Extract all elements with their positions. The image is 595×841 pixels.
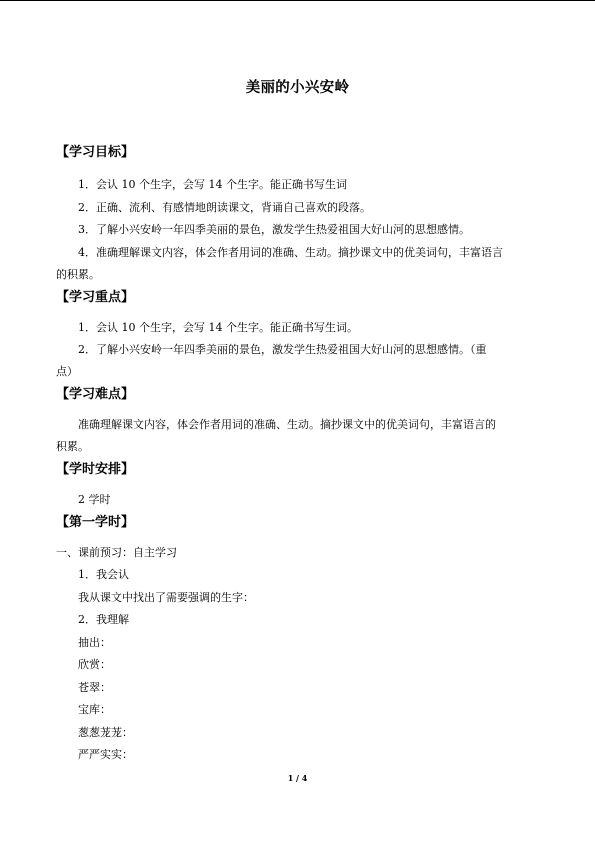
vocab-item-congcong-longlong: 葱葱茏茏： xyxy=(78,726,133,739)
goal-item-4: 4．准确理解课文内容，体会作者用词的准确、生动。摘抄课文中的优美词句，丰富语言 xyxy=(78,246,503,259)
section-heading-goals: 【学习目标】 xyxy=(56,145,135,160)
first-lesson-item-recognize: 1．我会认 xyxy=(78,568,129,581)
vocab-item-cangcui: 苍翠： xyxy=(78,681,111,694)
difficulty-item-1-continued: 积累。 xyxy=(56,440,89,453)
section-heading-first-lesson: 【第一学时】 xyxy=(56,515,135,530)
schedule-item-1: 2 学时 xyxy=(78,493,111,506)
section-heading-schedule: 【学时安排】 xyxy=(56,462,135,477)
goal-item-1: 1．会认 10 个生字，会写 14 个生字。能正确书写生词 xyxy=(78,178,347,191)
section-heading-difficulties: 【学习难点】 xyxy=(56,387,135,402)
difficulty-item-1: 准确理解课文内容，体会作者用词的准确、生动。摘抄课文中的优美词句，丰富语言的 xyxy=(78,418,496,431)
page-number: 1 / 4 xyxy=(287,773,308,783)
section-heading-key-points: 【学习重点】 xyxy=(56,290,135,305)
goal-item-3: 3．了解小兴安岭一年四季美丽的景色，激发学生热爱祖国大好山河的思想感情。 xyxy=(78,223,470,236)
key-point-item-2: 2．了解小兴安岭一年四季美丽的景色，激发学生热爱祖国大好山河的思想感情。（重 xyxy=(78,343,487,356)
vocab-item-baoku: 宝库： xyxy=(78,703,111,716)
first-lesson-item-find-chars: 我从课文中找出了需要强调的生字： xyxy=(78,591,254,604)
vocab-item-yanyan-shishi: 严严实实： xyxy=(78,748,133,761)
document-title: 美丽的小兴安岭 xyxy=(245,80,350,96)
key-point-item-1: 1．会认 10 个生字，会写 14 个生字。能正确书写生词。 xyxy=(78,321,358,334)
key-point-item-2-continued: 点） xyxy=(56,365,78,378)
goal-item-2: 2．正确、流利、有感情地朗读课文，背诵自己喜欢的段落。 xyxy=(78,201,371,214)
vocab-item-xinshang: 欣赏： xyxy=(78,658,111,671)
first-lesson-step-1: 一、课前预习：自主学习 xyxy=(56,546,177,559)
goal-item-4-continued: 的积累。 xyxy=(56,268,100,281)
first-lesson-item-understand: 2．我理解 xyxy=(78,613,129,626)
vocab-item-chouchu: 抽出： xyxy=(78,636,111,649)
